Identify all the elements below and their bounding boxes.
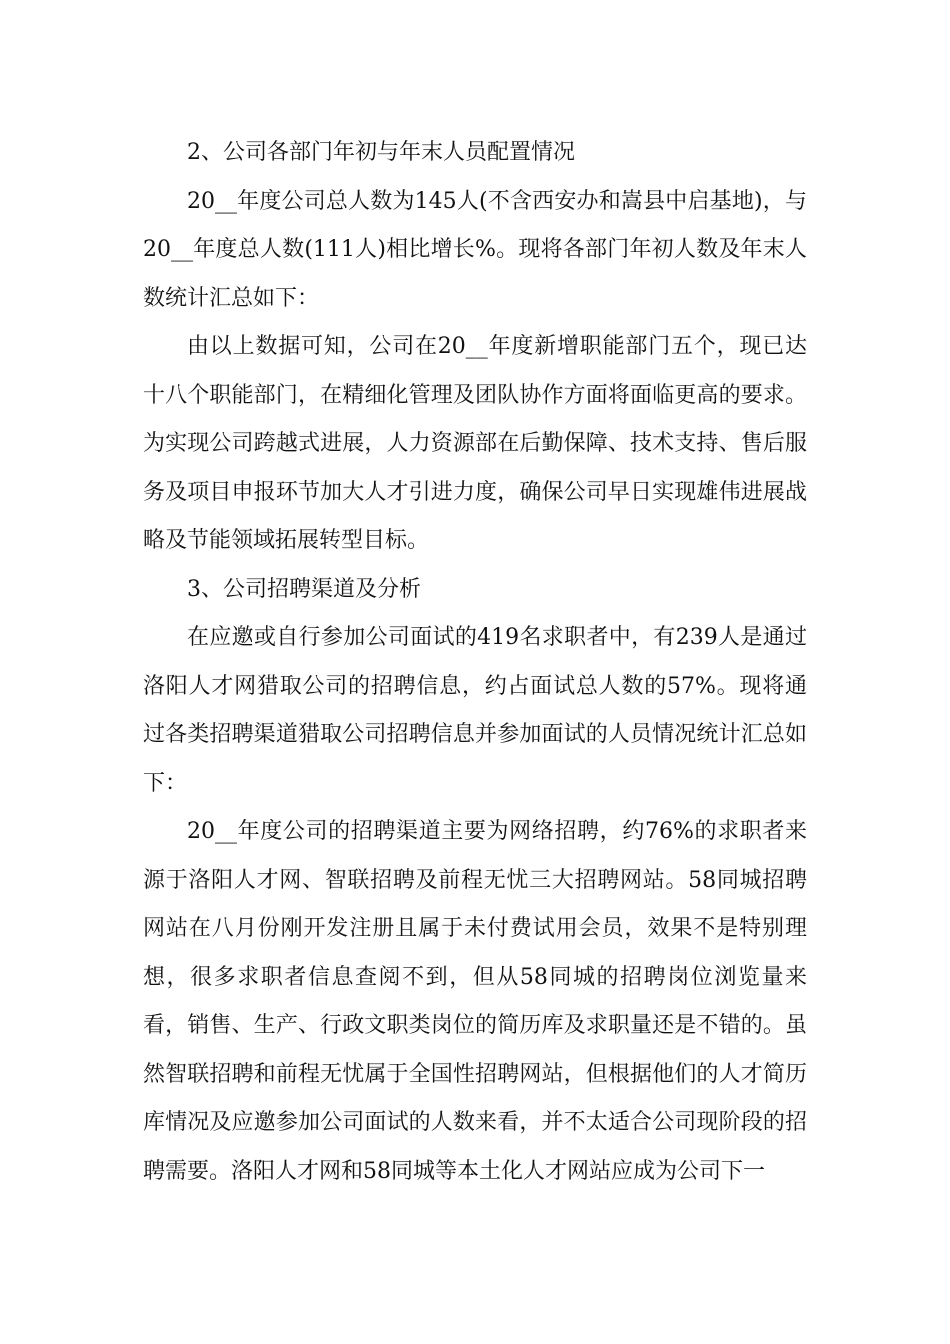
section-heading-staffing: 2、公司各部门年初与年末人员配置情况: [187, 140, 575, 165]
paragraph-headcount: 20__年度公司总人数为145人(不含西安办和嵩县中启基地)，与20__年度总人数(111人)相比增长%。现将各部门年初人数及年末人数统计汇总如下：: [143, 188, 807, 311]
paragraph-channels: 20__年度公司的招聘渠道主要为网络招聘，约76%的求职者来源于洛阳人才网、智联招聘及前程无忧三大招聘网站。58同城招聘网站在八月份刚开发注册且属于未付费试用会员，效果不是特别理想，很多求职者信息查阅不到，但从58同城的招聘岗位浏览量来看，销售、生产、行政文职类岗位的简历库及求职量还是不错的。虽然智联招聘和前程无忧属于全国性招聘网站，但根据他们的人才简历库情况及应邀参加公司面试的人数来看，并不太适合公司现阶段的招聘需要。洛阳人才网和58同城等本土化人才网站应成为公司下一: [143, 819, 807, 1184]
paragraph-departments: 由以上数据可知，公司在20__年度新增职能部门五个，现已达十八个职能部门，在精细化管理及团队协作方面将面临更高的要求。为实现公司跨越式进展，人力资源部在后勤保障、技术支持、售后服务及项目申报环节加大人才引进力度，确保公司早日实现雄伟进展战略及节能领域拓展转型目标。: [143, 334, 807, 553]
paragraph-applicants: 在应邀或自行参加公司面试的419名求职者中，有239人是通过洛阳人才网猎取公司的招聘信息，约占面试总人数的57%。现将通过各类招聘渠道猎取公司招聘信息并参加面试的人员情况统计汇总如下：: [143, 625, 807, 796]
document-body: [143, 129, 807, 1196]
section-heading-recruitment: 3、公司招聘渠道及分析: [187, 576, 421, 602]
